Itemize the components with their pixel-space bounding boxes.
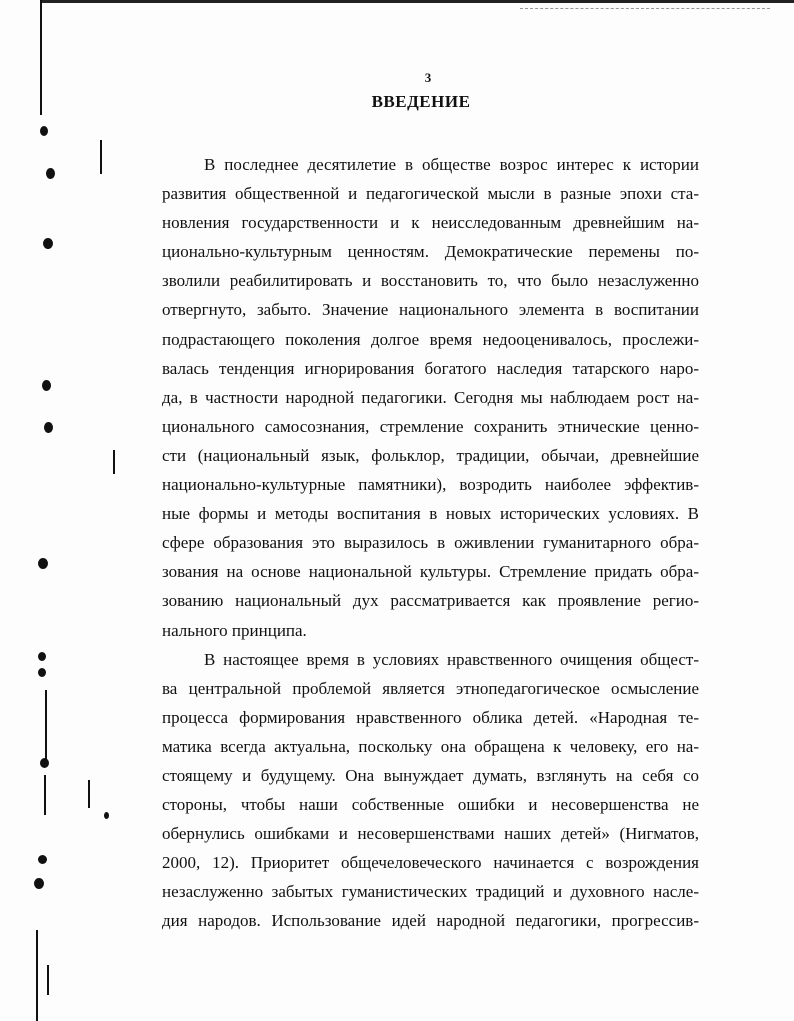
text-line: сти (национальный язык, фольклор, традиции, обычаи, древнейшие (162, 445, 699, 465)
text-line: зволили реабилитировать и восстановить то, что было незаслуженно (162, 271, 699, 291)
text-line: отвергнуто, забыто. Значение национального элемента в воспитании (162, 300, 699, 320)
scan-margin-mark (100, 140, 102, 174)
text-line: развития общественной и педагогической мысли в разные эпохи ста- (162, 184, 699, 204)
paragraph (162, 150, 699, 645)
text-line: стоящему и будущему. Она вынуждает думать, взглянуть на себя со (162, 765, 699, 785)
text-line: зованию национальный дух рассматривается как проявление регио- (162, 591, 699, 611)
body-text (162, 150, 699, 936)
scan-mark (38, 558, 48, 569)
scan-left-line (44, 775, 46, 815)
scan-mark (40, 758, 49, 768)
scan-top-edge (40, 0, 794, 3)
text-line: нального принципа. (162, 620, 307, 640)
scan-left-line (47, 965, 49, 995)
scan-mark (44, 422, 53, 433)
text-line: В настоящее время в условиях нравственного очищения общест- (204, 649, 699, 669)
scan-mark (34, 878, 44, 889)
text-line: матика всегда актуальна, поскольку она обращена к человеку, его на- (162, 736, 699, 756)
text-line: подрастающего поколения долгое время недооценивалось, прослежи- (162, 329, 699, 349)
page-title: ВВЕДЕНИЕ (371, 92, 471, 111)
scan-left-line (45, 690, 47, 760)
text-line: 2000, 12). Приоритет общечеловеческого начинается с возрождения (162, 853, 699, 873)
text-line: новления государственности и к неисследованным древнейшим на- (162, 213, 699, 233)
scan-margin-mark (113, 450, 115, 474)
text-line: обернулись ошибками и несовершенствами наших детей» (Нигматов, (162, 824, 699, 844)
text-line: ные формы и методы воспитания в новых исторических условиях. В (162, 504, 699, 524)
text-line: валась тенденция игнорирования богатого наследия татарского наро- (162, 358, 699, 378)
scan-mark (38, 668, 46, 677)
scan-mark (38, 652, 46, 661)
scan-mark (43, 238, 53, 249)
text-line: процесса формирования нравственного облика детей. «Народная те- (162, 707, 699, 727)
scan-mark (40, 126, 48, 136)
scan-top-dash (520, 8, 770, 9)
scan-mark (46, 168, 55, 179)
scan-mark (38, 855, 47, 864)
text-line: дия народов. Использование идей народной педагогики, прогрессив- (162, 911, 699, 931)
text-line: В последнее десятилетие в обществе возрос интерес к истории (204, 155, 699, 174)
scan-left-line (36, 930, 38, 1021)
page-number: 3 (424, 70, 432, 85)
text-line: стороны, чтобы наши собственные ошибки и несовершенства не (162, 795, 699, 815)
scan-mark (42, 380, 51, 391)
text-line: зования на основе национальной культуры. Стремление придать обра- (162, 562, 699, 582)
text-line: сфере образования это выразилось в оживлении гуманитарного обра- (162, 533, 699, 553)
text-line: ва центральной проблемой является этнопедагогическое осмысление (162, 678, 699, 698)
text-line: ционально-культурным ценностям. Демократические перемены по- (162, 242, 699, 262)
scan-mark (104, 812, 109, 819)
text-line: ционального самосознания, стремление сохранить этнические ценно- (162, 416, 699, 436)
scan-margin-mark (88, 780, 90, 808)
paragraph (162, 645, 699, 936)
text-line: незаслуженно забытых гуманистических традиций и духовного насле- (162, 882, 699, 902)
text-line: да, в частности народной педагогики. Сегодня мы наблюдаем рост на- (162, 387, 699, 407)
text-line: национально-культурные памятники), возродить наиболее эффектив- (162, 475, 699, 495)
